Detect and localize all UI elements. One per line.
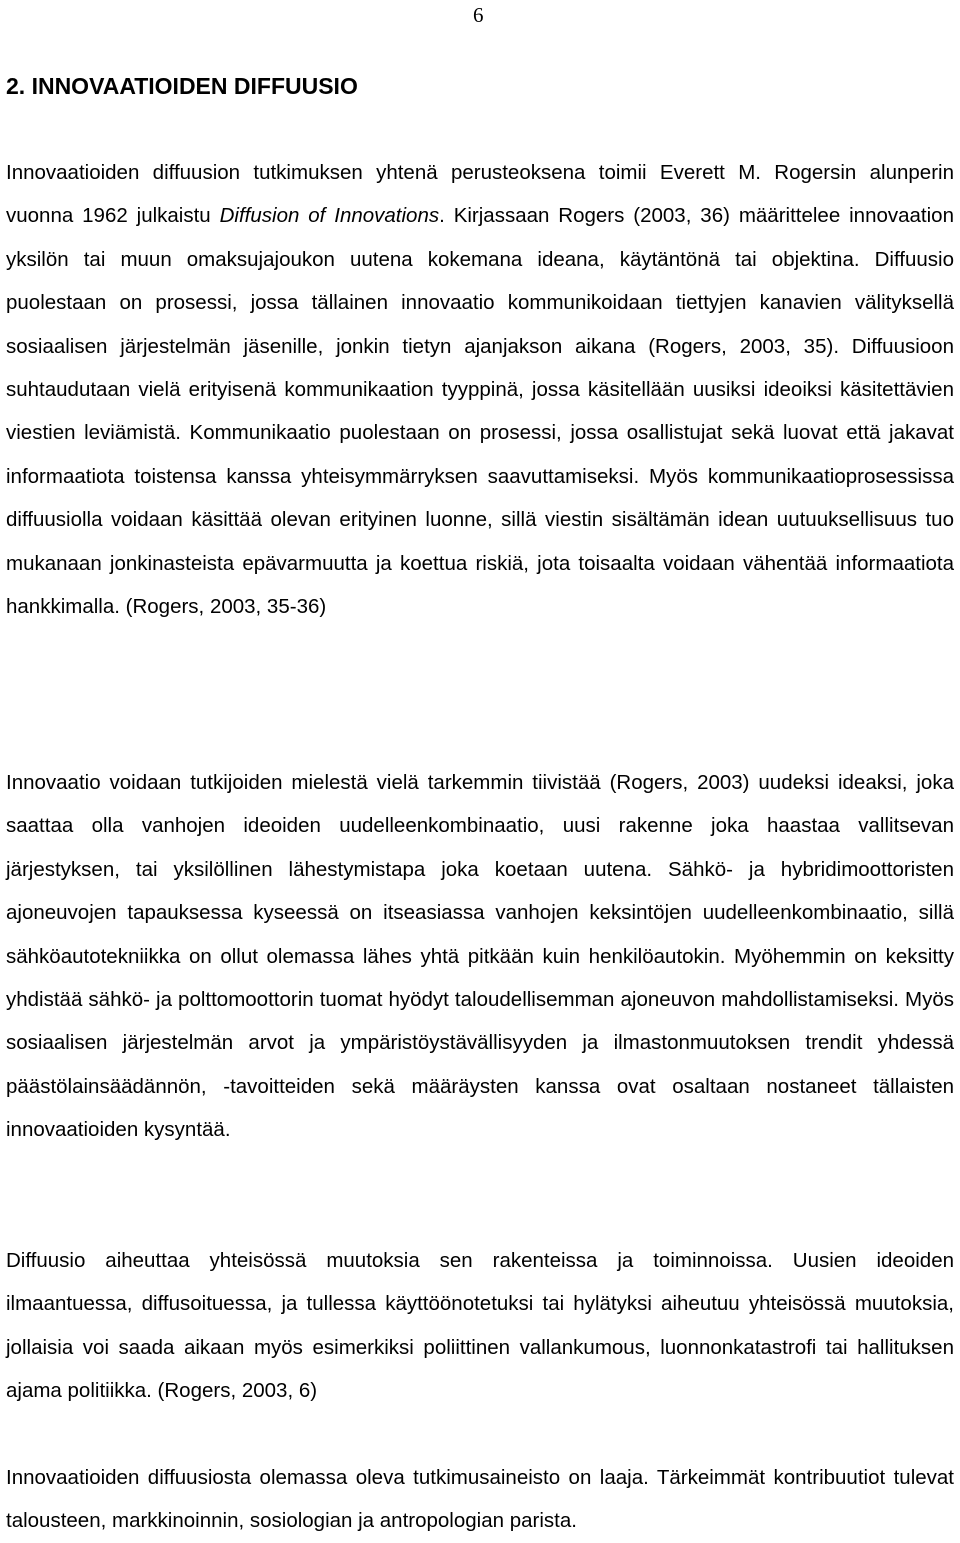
paragraph-innovation-summary: Innovaatio voidaan tutkijoiden mielestä vielä tarkemmin tiivistää (Rogers, 2003) uudeksi ideaksi, joka saattaa olla vanhojen ideoiden uudelleenkombinaatio, uusi rakenne joka haastaa vallitsevan järjestyksen, tai yksilöllinen lähestymistapa joka koetaan uutena. Sähkö- ja hybridimoottoristen ajoneuvojen tapauksessa kyseessä on itseasiassa vanhojen keksintöjen uudelleenkombinaatio, sillä sähköautotekniikka on ollut olemassa lähes yhtä pitkään kuin henkilöautokin. Myöhemmin on keksitty yhdistää sähkö- ja polttomoottorin tuomat hyödyt taloudellisemman ajoneuvon mahdollistamiseksi. Myös sosiaalisen järjestelmän arvot ja ympäristöystävällisyyden ja ilmastonmuutoksen trendit yhdessä päästölainsäädännön, -tavoitteiden sekä määräysten kanssa ovat osaltaan nostaneet tällaisten innovaatioiden kysyntää. bbox=[6, 771, 954, 1142]
page-number: 6 bbox=[473, 3, 484, 27]
book-title: Diffusion of Innovations bbox=[219, 204, 440, 228]
section-heading: 2. INNOVAATIOIDEN DIFFUUSIO bbox=[6, 73, 358, 99]
paragraph-research-material: Innovaatioiden diffuusiosta olemassa oleva tutkimusaineisto on laaja. Tärkeimmät kontribuutiot tulevat talousteen, markkinoinnin, sosiologian ja antropologian parista. bbox=[6, 1466, 954, 1533]
paragraph-diffusion-definition bbox=[6, 151, 954, 628]
paragraph-diffusion-changes: Diffuusio aiheuttaa yhteisössä muutoksia sen rakenteissa ja toiminnoissa. Uusien ideoiden ilmaantuessa, diffusoituessa, ja tullessa käyttöönotetuksi tai hylätyksi aiheutuu yhteisössä muutoksia, jollaisia voi saada aikaan myös esimerkiksi poliittinen vallankumous, luonnonkatastrofi tai hallituksen ajama politiikka. (Rogers, 2003, 6) bbox=[6, 1249, 954, 1403]
paragraph-text: Innovaatioiden diffuusion tutkimuksen yhtenä perusteoksena toimii Everett M. Rogersin alunperin vuonna 1962 julkaistu bbox=[6, 161, 954, 228]
paragraph-text: . Kirjassaan Rogers (2003, 36) määrittelee innovaation yksilön tai muun omaksujajoukon uutena kokemana ideana, käytäntönä tai objektina. Diffuusio puolestaan on prosessi, jossa tällainen innovaatio kommunikoidaan tiettyjen kanavien välityksellä sosiaalisen järjestelmän jäsenille, jonkin tietyn ajanjakson aikana (Rogers, 2003, 35). Diffuusioon suhtaudutaan vielä erityisenä kommunikaation tyyppinä, jossa käsitellään uusiksi ideoiksi käsitettävien viestien leviämistä. Kommunikaatio puolestaan on prosessi, jossa osallistujat sekä luovat että jakavat informaatiota toistensa kanssa yhteisymmärryksen saavuttamiseksi. Myös kommunikaatioprosessissa diffuusiolla voidaan käsittää olevan erityinen luonne, sillä viestin sisältämän idean uutuuksellisuus tuo mukanaan jonkinasteista epävarmuutta ja koettua riskiä, jota toisaalta voidaan vähentää informaatiota hankkimalla. (Rogers, 2003, 35-36) bbox=[6, 204, 954, 619]
